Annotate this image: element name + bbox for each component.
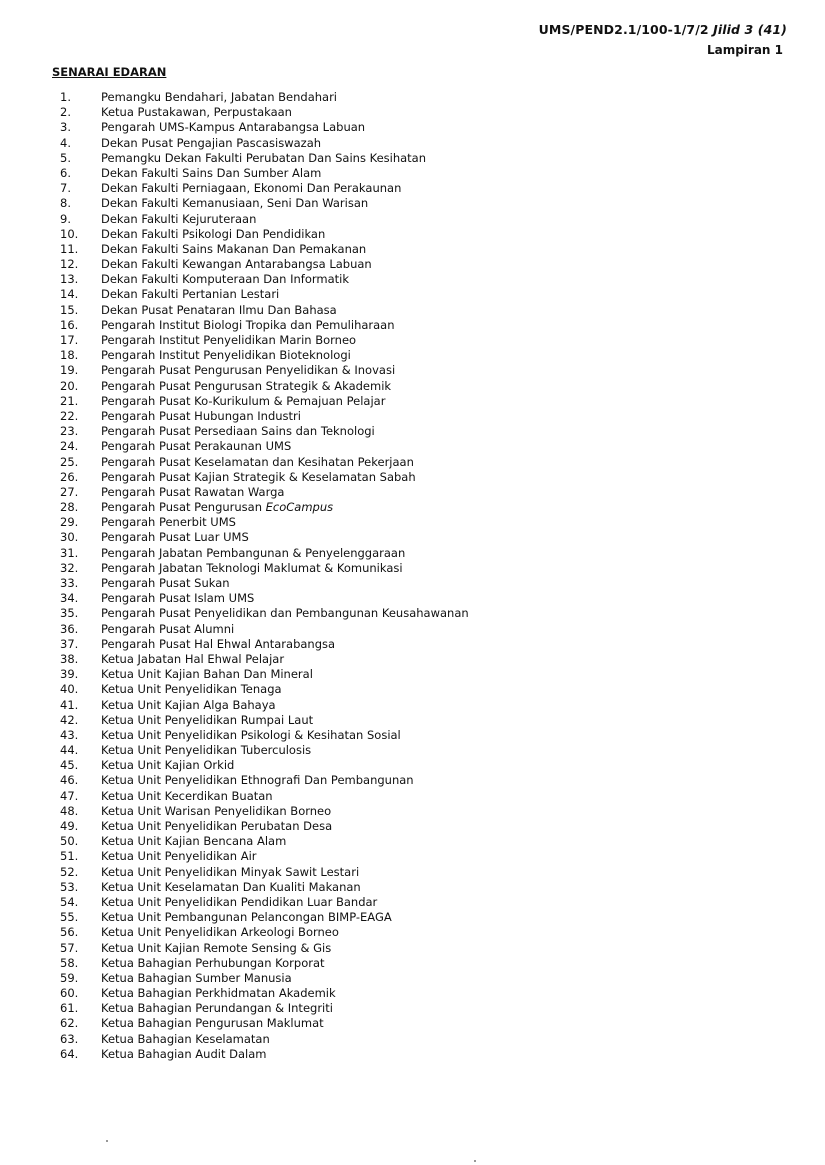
list-item-label: Ketua Unit Penyelidikan Tuberculosis <box>101 743 312 758</box>
list-item-number: 42. <box>60 712 79 727</box>
list-item-label: Ketua Bahagian Keselamatan <box>101 1031 270 1046</box>
list-item <box>0 287 825 302</box>
list-item-number: 15. <box>60 302 79 317</box>
list-item-number: 34. <box>60 591 79 606</box>
list-item-text <box>101 971 292 986</box>
list-item-label: Dekan Fakulti Pertanian Lestari <box>101 287 280 302</box>
list-item-text <box>101 758 234 773</box>
list-item-label: Pemangku Bendahari, Jabatan Bendahari <box>101 90 338 104</box>
list-item <box>0 713 825 728</box>
list-item-text <box>101 591 254 606</box>
list-item <box>0 485 825 500</box>
list-item-number: 13. <box>60 272 79 287</box>
list-item-label: Pengarah Pusat Pengurusan Strategik & Akademik <box>101 378 392 393</box>
list-item-number: 53. <box>60 879 79 894</box>
list-item-text <box>101 424 375 439</box>
list-item <box>0 834 825 849</box>
list-item-number: 46. <box>60 773 79 788</box>
list-item-number: 27. <box>60 484 79 499</box>
list-item <box>0 333 825 348</box>
list-item-number: 44. <box>60 743 79 758</box>
list-item-number: 10. <box>60 226 79 241</box>
list-item-label: Pengarah Pusat Ko-Kurikulum & Pemajuan Pelajar <box>101 393 386 408</box>
list-item-number: 60. <box>60 986 79 1001</box>
list-item-label: Ketua Bahagian Perkhidmatan Akademik <box>101 986 336 1001</box>
list-item-label: Dekan Fakulti Kemanusiaan, Seni Dan Warisan <box>101 196 369 211</box>
list-item <box>0 455 825 470</box>
list-item-label: Pengarah Pusat Hubungan Industri <box>101 408 301 423</box>
list-item-label: Dekan Fakulti Komputeraan Dan Informatik <box>101 272 350 287</box>
list-item-label: Ketua Unit Penyelidikan Psikologi & Kesihatan Sosial <box>101 727 401 742</box>
list-item-label: Dekan Fakulti Psikologi Dan Pendidikan <box>101 226 326 241</box>
list-item-label: Ketua Unit Penyelidikan Air <box>101 849 257 864</box>
list-item-number: 51. <box>60 849 79 864</box>
list-item <box>0 682 825 697</box>
list-item <box>0 773 825 788</box>
list-item-number: 59. <box>60 970 79 985</box>
list-item-number: 4. <box>60 135 71 150</box>
list-item-text <box>101 318 395 333</box>
list-item <box>0 409 825 424</box>
list-item-label: Pengarah Institut Penyelidikan Bioteknologi <box>101 348 351 363</box>
list-item-number: 19. <box>60 363 79 378</box>
list-item-text <box>101 925 339 940</box>
list-item-label: Ketua Unit Penyelidikan Ethnografi Dan Pembangunan <box>101 773 414 788</box>
list-item-label: Ketua Unit Penyelidikan Arkeologi Borneo <box>101 925 339 940</box>
page-title: SENARAI EDARAN <box>52 65 167 79</box>
list-item <box>0 470 825 485</box>
list-item <box>0 576 825 591</box>
list-item-text <box>101 470 416 485</box>
list-item-label: Pengarah Pusat Pengurusan <box>101 500 266 515</box>
list-item-number: 24. <box>60 439 79 454</box>
list-item-label: Pengarah Pusat Islam UMS <box>101 591 255 606</box>
list-item-text <box>101 1047 266 1062</box>
list-item-label: Ketua Unit Kajian Bencana Alam <box>101 834 287 849</box>
list-item-number: 37. <box>60 636 79 651</box>
list-item-text <box>101 439 291 454</box>
list-item-text <box>101 90 337 105</box>
list-item <box>0 561 825 576</box>
list-item-text <box>101 956 325 971</box>
list-item-label: Ketua Unit Kecerdikan Buatan <box>101 788 273 803</box>
list-item-text <box>101 272 349 287</box>
list-item-number: 23. <box>60 424 79 439</box>
list-item <box>0 622 825 637</box>
list-item-number: 55. <box>60 910 79 925</box>
list-item-label: Ketua Unit Kajian Alga Bahaya <box>101 697 276 712</box>
list-item <box>0 925 825 940</box>
list-item-label: Ketua Bahagian Perundangan & Integriti <box>101 1001 333 1016</box>
list-item <box>0 986 825 1001</box>
list-item-label: Ketua Bahagian Sumber Manusia <box>101 970 292 985</box>
list-item-number: 9. <box>60 211 71 226</box>
list-item <box>0 379 825 394</box>
list-item-text <box>101 576 230 591</box>
list-item-number: 56. <box>60 925 79 940</box>
list-item-text <box>101 910 392 925</box>
list-item <box>0 895 825 910</box>
list-item-text <box>101 151 426 166</box>
list-item-number: 22. <box>60 408 79 423</box>
list-item-number: 16. <box>60 317 79 332</box>
list-item-text <box>101 166 321 181</box>
scan-artifact <box>474 1160 476 1162</box>
list-item-label: Ketua Pustakawan, Perpustakaan <box>101 105 292 120</box>
list-item-number: 64. <box>60 1046 79 1061</box>
list-item-label: Pengarah Pusat Sukan <box>101 576 230 590</box>
list-item-text <box>101 561 403 576</box>
list-item-number: 17. <box>60 333 79 347</box>
list-item-label: Ketua Unit Kajian Orkid <box>101 758 235 773</box>
list-item-number: 49. <box>60 819 79 833</box>
list-item-label: Ketua Unit Kajian Bahan Dan Mineral <box>101 667 313 682</box>
list-item <box>0 424 825 439</box>
list-item-text <box>101 515 236 530</box>
list-item <box>0 804 825 819</box>
reference-main: UMS/PEND2.1/100-1/7/2 <box>538 22 714 37</box>
list-item-number: 62. <box>60 1016 79 1031</box>
list-item-text <box>101 455 414 470</box>
list-item <box>0 1016 825 1031</box>
list-item <box>0 910 825 925</box>
list-item-number: 25. <box>60 454 79 469</box>
list-item-number: 20. <box>60 378 79 393</box>
list-item-label: Ketua Unit Penyelidikan Tenaga <box>101 682 282 697</box>
list-item-number: 8. <box>60 196 71 211</box>
circulation-list <box>0 90 825 1062</box>
list-item-label: Pengarah Pusat Penyelidikan dan Pembangunan Keusahawanan <box>101 606 469 621</box>
list-item-number: 61. <box>60 1001 79 1016</box>
list-item <box>0 743 825 758</box>
list-item <box>0 166 825 181</box>
list-item <box>0 865 825 880</box>
list-item-label: Pemangku Dekan Fakulti Perubatan Dan Sains Kesihatan <box>101 150 427 165</box>
list-item-number: 21. <box>60 393 79 408</box>
list-item-text <box>101 485 284 500</box>
list-item <box>0 819 825 834</box>
list-item <box>0 227 825 242</box>
list-item-number: 47. <box>60 788 79 803</box>
list-item-number: 32. <box>60 560 79 575</box>
list-item-label: Pengarah Pusat Rawatan Warga <box>101 484 285 499</box>
list-item-label: Pengarah Institut Biologi Tropika dan Pemuliharaan <box>101 317 395 332</box>
list-item <box>0 515 825 530</box>
list-item-label: Ketua Bahagian Perhubungan Korporat <box>101 955 325 970</box>
list-item-label: Pengarah Pusat Keselamatan dan Kesihatan Pekerjaan <box>101 454 414 469</box>
list-item-text <box>101 348 351 363</box>
list-item-number: 57. <box>60 940 79 955</box>
list-item-text <box>101 819 332 834</box>
list-item-number: 58. <box>60 955 79 970</box>
list-item <box>0 1047 825 1062</box>
list-item <box>0 667 825 682</box>
list-item-label: Ketua Unit Pembangunan Pelancongan BIMP-EAGA <box>101 910 392 925</box>
list-item-text <box>101 227 325 242</box>
list-item-number: 33. <box>60 576 79 590</box>
list-item-emphasis: EcoCampus <box>265 500 334 515</box>
list-item-text <box>101 637 335 652</box>
list-item-text <box>101 303 337 318</box>
list-item-label: Pengarah Pusat Perakaunan UMS <box>101 439 292 454</box>
list-item-label: Ketua Unit Penyelidikan Perubatan Desa <box>101 819 333 833</box>
list-item-text <box>101 834 286 849</box>
list-item-label: Pengarah Institut Penyelidikan Marin Borneo <box>101 333 357 347</box>
list-item <box>0 758 825 773</box>
list-item-text <box>101 530 249 545</box>
list-item-number: 11. <box>60 241 79 256</box>
list-item-text <box>101 941 331 956</box>
list-item-number: 31. <box>60 545 79 560</box>
list-item-label: Ketua Unit Kajian Remote Sensing & Gis <box>101 940 332 955</box>
list-item-number: 39. <box>60 667 79 682</box>
list-item-label: Pengarah Pusat Pengurusan Penyelidikan & Inovasi <box>101 363 396 378</box>
list-item-label: Pengarah UMS-Kampus Antarabangsa Labuan <box>101 120 366 135</box>
list-item-text <box>101 120 365 135</box>
list-item-label: Dekan Fakulti Perniagaan, Ekonomi Dan Perakaunan <box>101 181 402 196</box>
list-item-label: Ketua Bahagian Audit Dalam <box>101 1046 267 1061</box>
list-item <box>0 394 825 409</box>
list-item-label: Ketua Unit Penyelidikan Pendidikan Luar Bandar <box>101 894 378 909</box>
list-item-text <box>101 713 313 728</box>
list-item-text <box>101 773 414 788</box>
list-item <box>0 348 825 363</box>
list-item-number: 35. <box>60 606 79 621</box>
list-item <box>0 303 825 318</box>
scan-artifact <box>106 1140 108 1142</box>
list-item-text <box>101 1032 270 1047</box>
list-item-number: 43. <box>60 727 79 742</box>
list-item <box>0 698 825 713</box>
list-item-text <box>101 698 276 713</box>
list-item <box>0 849 825 864</box>
list-item-label: Ketua Bahagian Pengurusan Maklumat <box>101 1016 324 1031</box>
list-item-text <box>101 257 372 272</box>
list-item-number: 6. <box>60 165 71 180</box>
list-item-number: 2. <box>60 105 71 120</box>
list-item-text <box>101 682 282 697</box>
list-item <box>0 956 825 971</box>
list-item-label: Pengarah Pusat Alumni <box>101 621 235 636</box>
list-item <box>0 637 825 652</box>
list-item <box>0 318 825 333</box>
list-item-number: 41. <box>60 697 79 712</box>
list-item <box>0 606 825 621</box>
list-item <box>0 728 825 743</box>
list-item <box>0 151 825 166</box>
list-item-label: Pengarah Jabatan Teknologi Maklumat & Komunikasi <box>101 560 403 575</box>
list-item-text <box>101 804 331 819</box>
list-item <box>0 439 825 454</box>
list-item-text <box>101 895 377 910</box>
list-item-text <box>101 986 336 1001</box>
list-item-text <box>101 105 292 120</box>
list-item-number: 38. <box>60 651 79 666</box>
list-item-number: 40. <box>60 682 79 697</box>
list-item <box>0 1032 825 1047</box>
list-item-text <box>101 606 469 621</box>
list-item-text <box>101 546 405 561</box>
list-item <box>0 90 825 105</box>
list-item-text <box>101 622 234 637</box>
list-item-label: Dekan Pusat Penataran Ilmu Dan Bahasa <box>101 302 337 317</box>
list-item-number: 48. <box>60 803 79 818</box>
list-item-text <box>101 287 279 302</box>
appendix-label: Lampiran 1 <box>706 43 783 57</box>
list-item <box>0 1001 825 1016</box>
list-item-number: 3. <box>60 120 71 135</box>
list-item-label: Dekan Fakulti Kejuruteraan <box>101 211 257 226</box>
list-item-text <box>101 652 284 667</box>
list-item-text <box>101 849 257 864</box>
list-item <box>0 120 825 135</box>
list-item-text <box>101 394 385 409</box>
list-item-number: 7. <box>60 181 71 196</box>
reference-jilid: Jilid 3 (41) <box>713 22 787 37</box>
list-item <box>0 500 825 515</box>
list-item-text <box>101 242 366 257</box>
list-item-text <box>101 363 395 378</box>
list-item-number: 30. <box>60 530 79 545</box>
list-item-text <box>101 667 313 682</box>
list-item-text <box>101 789 273 804</box>
list-item <box>0 242 825 257</box>
list-item-text <box>101 212 256 227</box>
list-item-label: Dekan Fakulti Sains Makanan Dan Pemakanan <box>101 241 367 256</box>
list-item-label: Ketua Unit Penyelidikan Rumpai Laut <box>101 712 314 727</box>
list-item-text <box>101 743 311 758</box>
list-item-text <box>101 500 333 515</box>
list-item-text <box>101 880 361 895</box>
list-item-text <box>101 1001 333 1016</box>
list-item <box>0 181 825 196</box>
list-item <box>0 105 825 120</box>
list-item-label: Pengarah Pusat Kajian Strategik & Keselamatan Sabah <box>101 469 416 484</box>
list-item-label: Pengarah Pusat Persediaan Sains dan Teknologi <box>101 424 375 439</box>
list-item-text <box>101 379 391 394</box>
list-item-text <box>101 409 301 424</box>
list-item-label: Pengarah Jabatan Pembangunan & Penyelenggaraan <box>101 545 406 560</box>
list-item-number: 29. <box>60 515 79 530</box>
list-item-number: 36. <box>60 621 79 636</box>
list-item <box>0 212 825 227</box>
list-item-label: Dekan Pusat Pengajian Pascasiswazah <box>101 135 322 150</box>
list-item-text <box>101 865 359 880</box>
list-item-number: 52. <box>60 864 79 879</box>
list-item <box>0 941 825 956</box>
list-item <box>0 530 825 545</box>
list-item <box>0 789 825 804</box>
list-item-label: Pengarah Pusat Luar UMS <box>101 530 249 545</box>
list-item-number: 54. <box>60 894 79 909</box>
list-item-text <box>101 728 401 743</box>
list-item-number: 14. <box>60 287 79 302</box>
list-item-text <box>101 136 321 151</box>
list-item <box>0 880 825 895</box>
list-item <box>0 591 825 606</box>
list-item-label: Pengarah Pusat Hal Ehwal Antarabangsa <box>101 636 336 651</box>
list-item <box>0 363 825 378</box>
list-item-label: Dekan Fakulti Kewangan Antarabangsa Labuan <box>101 257 372 272</box>
list-item-number: 5. <box>60 150 71 165</box>
list-item-text <box>101 333 356 348</box>
list-item-label: Pengarah Penerbit UMS <box>101 515 236 530</box>
list-item-number: 50. <box>60 834 79 849</box>
list-item <box>0 652 825 667</box>
list-item-number: 12. <box>60 257 79 272</box>
list-item-number: 1. <box>60 90 71 104</box>
list-item-number: 45. <box>60 758 79 773</box>
list-item <box>0 257 825 272</box>
list-item-label: Ketua Jabatan Hal Ehwal Pelajar <box>101 651 285 666</box>
list-item <box>0 546 825 561</box>
list-item-label: Ketua Unit Warisan Penyelidikan Borneo <box>101 803 332 818</box>
list-item <box>0 272 825 287</box>
list-item-number: 26. <box>60 469 79 484</box>
list-item-text <box>101 1016 324 1031</box>
list-item-label: Ketua Unit Keselamatan Dan Kualiti Makanan <box>101 879 361 894</box>
list-item-number: 63. <box>60 1031 79 1046</box>
list-item-number: 18. <box>60 348 79 363</box>
reference-number <box>539 22 787 37</box>
list-item-number: 28. <box>60 500 79 515</box>
list-item-text <box>101 181 401 196</box>
list-item-label: Dekan Fakulti Sains Dan Sumber Alam <box>101 165 322 180</box>
list-item-label: Ketua Unit Penyelidikan Minyak Sawit Lestari <box>101 864 360 879</box>
list-item <box>0 971 825 986</box>
list-item-text <box>101 196 368 211</box>
list-item <box>0 136 825 151</box>
list-item <box>0 196 825 211</box>
